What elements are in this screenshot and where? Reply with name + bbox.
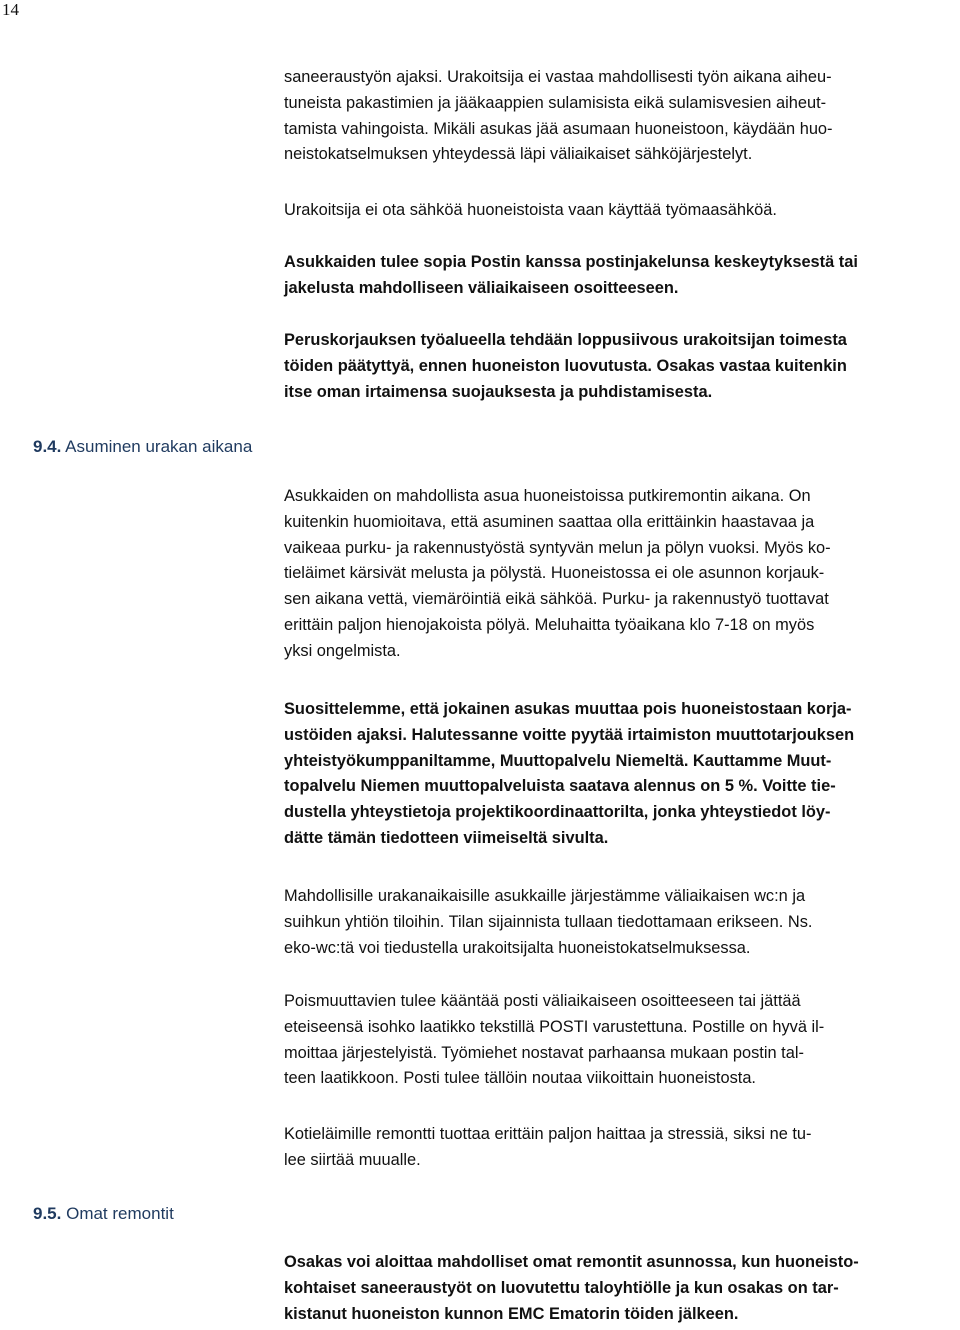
text-line: Kotieläimille remontti tuottaa erittäin paljon haittaa ja stressiä, siksi ne tu- xyxy=(284,1125,812,1143)
text-line: vaikeaa purku- ja rakennustyöstä syntyvän melun ja pölyn vuoksi. Myös ko- xyxy=(284,538,831,557)
section-heading-9-4 xyxy=(33,437,252,457)
text-line: Urakoitsija ei ota sähköä huoneistoista vaan käyttää työmaasähköä. xyxy=(284,201,777,219)
paragraph-moving-recommendation xyxy=(284,697,960,852)
text-line: tuneista pakastimien ja jääkaappien sulamisista eikä sulamisvesien aiheut- xyxy=(284,93,827,112)
text-line: yhteistyökumppaniltamme, Muuttopalvelu Niemeltä. Kauttamme Muut- xyxy=(284,751,832,770)
text-line: ustöiden ajaksi. Halutessanne voitte pyytää irtaimiston muuttotarjouksen xyxy=(284,725,855,744)
text-line: tieläimet kärsivät melusta ja pölystä. Huoneistossa ei ole asunnon korjauk- xyxy=(284,564,825,583)
section-title: Asuminen urakan aikana xyxy=(65,437,253,456)
paragraph-post-for-movers xyxy=(284,989,960,1092)
text-line: kohtaiset saneeraustyöt on luovutettu taloyhtiölle ja kun osakas on tar- xyxy=(284,1278,839,1297)
text-line: Poismuuttavien tulee kääntää posti väliaikaiseen osoitteeseen tai jättää xyxy=(284,992,801,1010)
paragraph-post-delivery xyxy=(284,250,960,302)
text-line: jakelusta mahdolliseen väliaikaiseen osoitteeseen. xyxy=(284,278,679,297)
page-number: 14 xyxy=(2,0,19,19)
paragraph-site-electricity xyxy=(284,198,960,224)
text-line: kistanut huoneiston kunnon EMC Ematorin töiden jälkeen. xyxy=(284,1304,739,1323)
paragraph-final-cleaning xyxy=(284,328,960,405)
paragraph-temporary-wc xyxy=(284,884,960,961)
text-line: suihkun yhtiön tiloihin. Tilan sijainnista tullaan tiedottamaan erikseen. Ns. xyxy=(284,912,813,931)
text-line: Asukkaiden on mahdollista asua huoneistoissa putkiremontin aikana. On xyxy=(284,487,811,505)
text-line: neistokatselmuksen yhteydessä läpi väliaikaiset sähköjärjestelyt. xyxy=(284,145,753,164)
paragraph-own-renovations xyxy=(284,1250,960,1327)
text-line: Suosittelemme, että jokainen asukas muuttaa pois huoneistostaan korja- xyxy=(284,700,852,718)
paragraph-living-during-renovation xyxy=(284,484,960,665)
paragraph-electricity-intro xyxy=(284,65,960,168)
section-title: Omat remontit xyxy=(66,1204,174,1223)
text-line: itse oman irtaimensa suojauksesta ja puhdistamisesta. xyxy=(284,382,713,401)
text-line: sen aikana vettä, viemäröintiä eikä sähköä. Purku- ja rakennustyö tuottavat xyxy=(284,590,829,609)
section-number: 9.4. xyxy=(33,437,62,456)
text-line: yksi ongelmista. xyxy=(284,641,401,660)
text-line: dätte tämän tiedotteen viimeiseltä sivulta. xyxy=(284,828,609,847)
section-number: 9.5. xyxy=(33,1204,62,1223)
text-line: eko-wc:tä voi tiedustella urakoitsijalta huoneistokatselmuksessa. xyxy=(284,938,751,957)
text-line: Osakas voi aloittaa mahdolliset omat remontit asunnossa, kun huoneisto- xyxy=(284,1253,859,1271)
text-line: erittäin paljon hienojakoista pölyä. Meluhaitta työaikana klo 7-18 on myös xyxy=(284,615,815,634)
text-line: Peruskorjauksen työalueella tehdään loppusiivous urakoitsijan toimesta xyxy=(284,331,847,349)
text-line: tamista vahingoista. Mikäli asukas jää asumaan huoneistoon, käydään huo- xyxy=(284,119,833,138)
text-line: lee siirtää muualle. xyxy=(284,1150,421,1169)
text-line: moittaa järjestelyistä. Työmiehet nostavat parhaansa mukaan postin tal- xyxy=(284,1043,804,1062)
text-line: teen laatikkoon. Posti tulee tällöin noutaa viikoittain huoneistosta. xyxy=(284,1069,756,1088)
text-line: saneeraustyön ajaksi. Urakoitsija ei vastaa mahdollisesti työn aikana aiheu- xyxy=(284,68,832,86)
paragraph-pets xyxy=(284,1122,960,1174)
text-line: topalvelu Niemen muuttopalveluista saatava alennus on 5 %. Voitte tie- xyxy=(284,777,836,796)
text-line: kuitenkin huomioitava, että asuminen saattaa olla erittäinkin haastavaa ja xyxy=(284,512,815,531)
text-line: töiden päätyttyä, ennen huoneiston luovutusta. Osakas vastaa kuitenkin xyxy=(284,356,847,375)
section-heading-9-5 xyxy=(33,1204,174,1224)
text-line: Mahdollisille urakanaikaisille asukkaille järjestämme väliaikaisen wc:n ja xyxy=(284,887,806,905)
text-line: dustella yhteystietoja projektikoordinaattorilta, jonka yhteystiedot löy- xyxy=(284,803,831,822)
text-line: Asukkaiden tulee sopia Postin kanssa postinjakelunsa keskeytyksestä tai xyxy=(284,253,858,271)
text-line: eteiseensä isohko laatikko tekstillä POSTI varustettuna. Postille on hyvä il- xyxy=(284,1017,825,1036)
